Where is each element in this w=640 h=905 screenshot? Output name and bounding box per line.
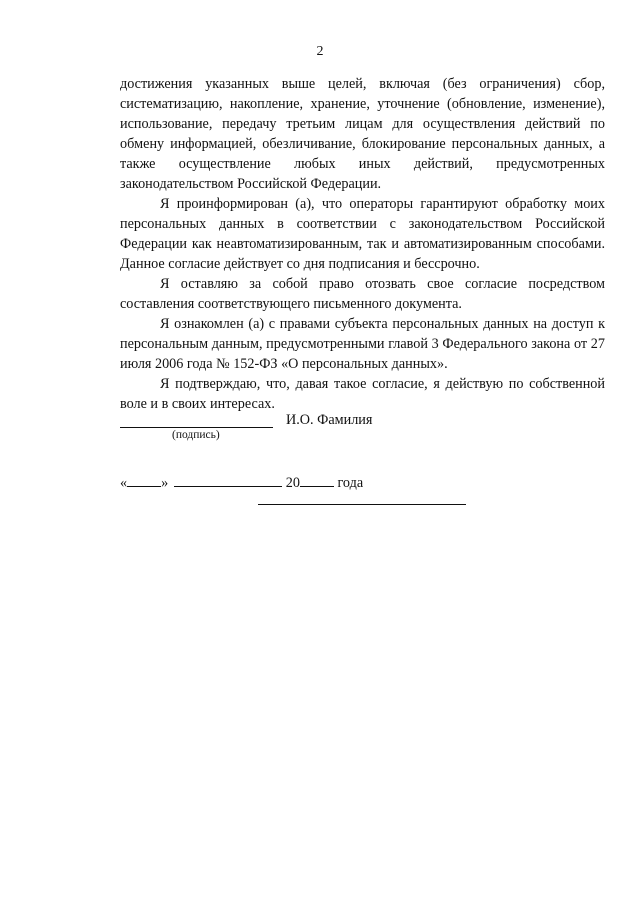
consent-body	[120, 74, 605, 414]
date-close-quote: »	[161, 475, 169, 491]
paragraph-acquainted: Я ознакомлен (а) с правами субъекта персональных данных на доступ к персональным данным, предусмотренными главой 3 Федерального закона от 27 июля 2006 года № 152-ФЗ «О персональных данных».	[120, 316, 605, 372]
date-line	[120, 472, 363, 492]
year-suffix: года	[337, 475, 364, 491]
signatory-name: И.О. Фамилия	[286, 412, 373, 428]
paragraph-confirm: Я подтверждаю, что, давая такое согласие, я действую по собственной воле и в своих интересах.	[120, 376, 605, 412]
paragraph-informed: Я проинформирован (а), что операторы гарантируют обработку моих персональных данных в соответствии с законодательством Российской Федерации как неавтоматизированным, так и автоматизированным способами. Данное согласие действует со дня подписания и бессрочно.	[120, 196, 605, 272]
signature-caption: (подпись)	[172, 429, 220, 441]
day-blank	[127, 472, 161, 487]
page-number: 2	[316, 44, 324, 59]
paragraph-revoke-right: Я оставляю за собой право отозвать свое согласие посредством составления соответствующего письменного документа.	[120, 276, 605, 312]
paragraph-purposes: достижения указанных выше целей, включая (без ограничения) сбор, систематизацию, накопление, хранение, уточнение (обновление, изменение), использование, передачу третьим лицам для осуществления действий по обмену информацией, обезличивание, блокирование персональных данных, а также осуществление любых иных действий, предусмотренных законодательством Российской Федерации.	[120, 76, 605, 192]
year-blank	[300, 472, 334, 487]
date-open-quote: «	[120, 475, 128, 491]
month-blank	[174, 472, 282, 487]
closing-rule	[258, 504, 466, 505]
year-prefix: 20	[285, 475, 300, 491]
signature-line	[120, 427, 273, 428]
